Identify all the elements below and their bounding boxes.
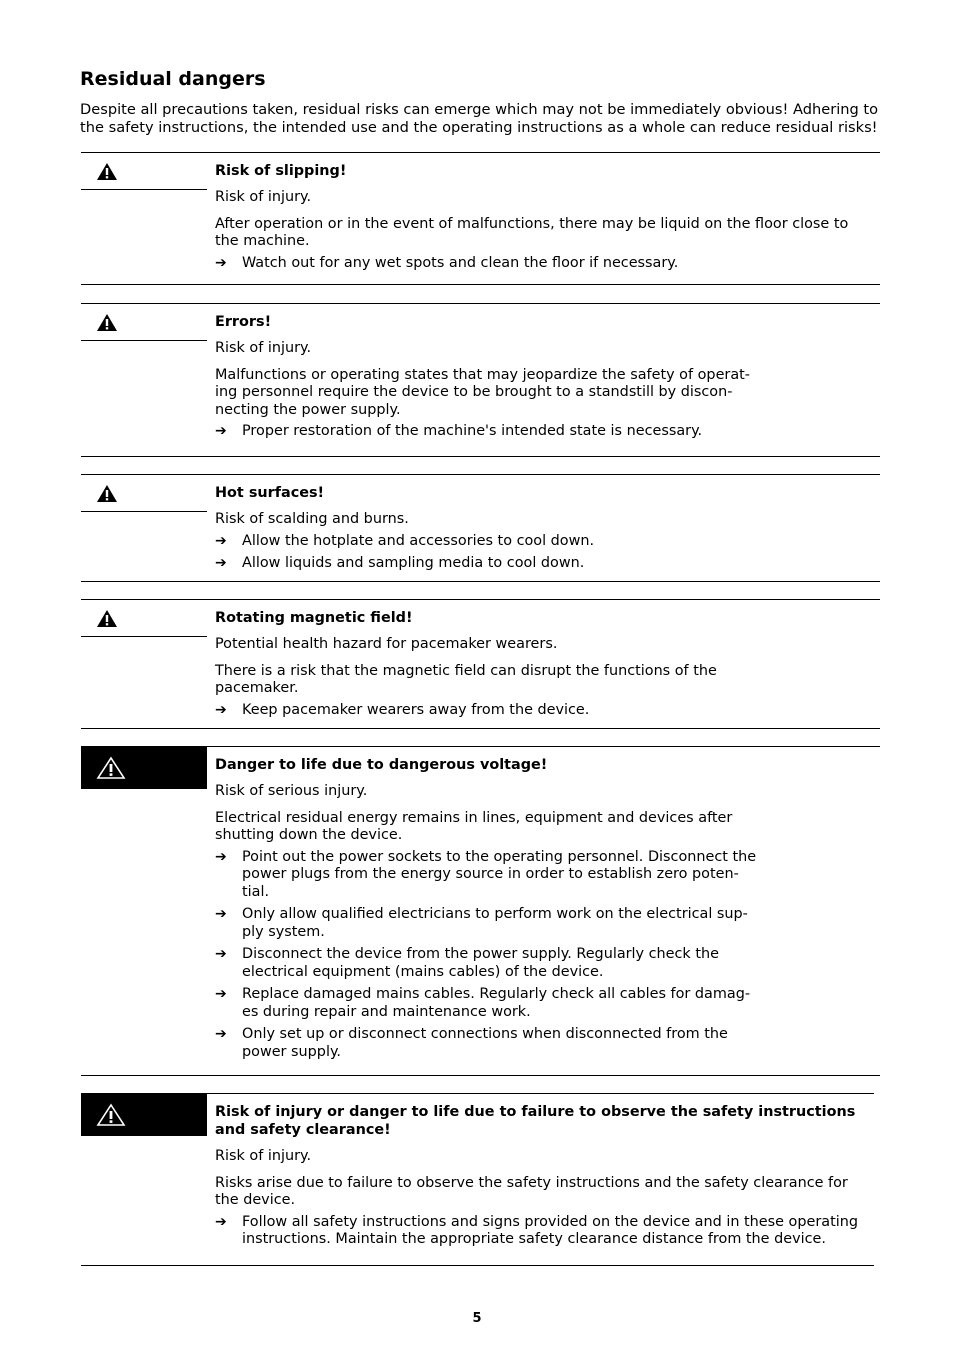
warning-triangle-icon: [96, 609, 118, 628]
instruction-text: Only allow qualified electricians to perform work on the electrical sup-ply system.: [242, 906, 748, 940]
instruction-step: [215, 986, 763, 1021]
instruction-text: Allow the hotplate and accessories to cool down.: [242, 532, 595, 549]
warning-consequence: Risk of injury.: [215, 340, 312, 356]
instruction-text: Allow liquids and sampling media to cool down.: [242, 555, 585, 571]
page-number: 5: [472, 1311, 482, 1326]
warning-triangle-icon: [96, 484, 118, 503]
arrow-right-icon: ➔: [215, 986, 227, 1002]
arrow-right-icon: ➔: [215, 1213, 227, 1230]
warning-description: After operation or in the event of malfunctions, there may be liquid on the floor close to the machine.: [215, 215, 849, 249]
warning-icon-cell: [81, 475, 207, 512]
warning-block-magnetic-field: [81, 599, 880, 729]
instruction-step: [215, 946, 763, 981]
warning-description: There is a risk that the magnetic field can disrupt the functions of the pacemaker.: [215, 662, 717, 696]
instruction-text: Follow all safety instructions and signs provided on the device and in these operating instructions. Maintain the appropriate safety clearance distance from the device.: [242, 1213, 858, 1247]
warning-block-slipping: [81, 152, 880, 285]
danger-icon-cell: [81, 747, 207, 789]
warning-title: Hot surfaces!: [215, 485, 325, 501]
warning-description: Electrical residual energy remains in lines, equipment and devices after shutting down the device.: [215, 809, 733, 843]
warning-content: [215, 162, 865, 272]
warning-consequence: Risk of serious injury.: [215, 783, 368, 799]
warning-consequence: Risk of scalding and burns.: [215, 511, 409, 527]
instruction-step: [215, 533, 865, 551]
instruction-text: Watch out for any wet spots and clean the floor if necessary.: [242, 254, 679, 271]
instruction-text: Replace damaged mains cables. Regularly check all cables for damag-es during repair and maintenance work.: [242, 986, 751, 1020]
arrow-right-icon: ➔: [215, 532, 227, 549]
warning-title: Danger to life due to dangerous voltage!: [215, 757, 548, 773]
warning-content: [215, 1103, 865, 1249]
instruction-text: Disconnect the device from the power supply. Regularly check the electrical equipment (mains cables) of the device.: [242, 946, 719, 980]
warning-description: Malfunctions or operating states that may jeopardize the safety of operat-ing personnel require the device to be brought to a standstill by discon-necting the power supply.: [215, 366, 750, 418]
instruction-text: Only set up or disconnect connections when disconnected from the power supply.: [242, 1026, 728, 1060]
warning-title: Risk of injury or danger to life due to failure to observe the safety instructions and safety clearance!: [215, 1104, 856, 1138]
arrow-right-icon: ➔: [215, 555, 227, 571]
instruction-step: [215, 906, 763, 941]
warning-block-hot-surfaces: [81, 474, 880, 582]
warning-title: Errors!: [215, 314, 272, 330]
warning-block-errors: [81, 303, 880, 457]
arrow-right-icon: ➔: [215, 1026, 227, 1042]
warning-icon-cell: [81, 304, 207, 341]
danger-block-voltage: [81, 746, 880, 1076]
warning-consequence: Potential health hazard for pacemaker wearers.: [215, 636, 558, 652]
instruction-step: [215, 1026, 763, 1061]
arrow-right-icon: ➔: [215, 906, 227, 922]
warning-icon-cell: [81, 600, 207, 637]
warning-icon-cell: [81, 153, 207, 190]
warning-consequence: Risk of injury.: [215, 189, 312, 205]
section-heading: Residual dangers: [80, 68, 266, 90]
warning-content: [215, 484, 865, 573]
instruction-text: Keep pacemaker wearers away from the device.: [242, 701, 590, 718]
danger-triangle-icon: [96, 1103, 126, 1127]
section-intro: Despite all precautions taken, residual risks can emerge which may not be immediately obvious! Adhering to the safety instructions, the intended use and the operating instructions as a whole can reduce residual risks!: [80, 101, 879, 136]
warning-triangle-icon: [96, 162, 118, 181]
arrow-right-icon: ➔: [215, 848, 227, 865]
instruction-text: Proper restoration of the machine's intended state is necessary.: [242, 423, 703, 439]
warning-title: Rotating magnetic field!: [215, 610, 413, 626]
danger-icon-cell: [81, 1094, 207, 1136]
warning-title: Risk of slipping!: [215, 163, 347, 179]
danger-triangle-icon: [96, 756, 126, 780]
arrow-right-icon: ➔: [215, 701, 227, 718]
warning-content: [215, 313, 763, 441]
warning-content: [215, 756, 763, 1061]
instruction-step: [215, 1214, 865, 1249]
instruction-step: [215, 423, 763, 441]
instruction-step: [215, 702, 763, 720]
warning-triangle-icon: [96, 313, 118, 332]
danger-block-safety-clearance: [81, 1093, 874, 1266]
warning-description: Risks arise due to failure to observe the safety instructions and the safety clearance for the device.: [215, 1174, 848, 1208]
warning-consequence: Risk of injury.: [215, 1148, 312, 1164]
instruction-text: Point out the power sockets to the operating personnel. Disconnect the power plugs from the energy source in order to establish zero poten-tial.: [242, 848, 757, 900]
warning-content: [215, 609, 763, 719]
instruction-step: [215, 255, 865, 273]
instruction-step: [215, 849, 763, 902]
instruction-step: [215, 555, 865, 573]
arrow-right-icon: ➔: [215, 946, 227, 962]
arrow-right-icon: ➔: [215, 254, 227, 271]
arrow-right-icon: ➔: [215, 423, 227, 439]
